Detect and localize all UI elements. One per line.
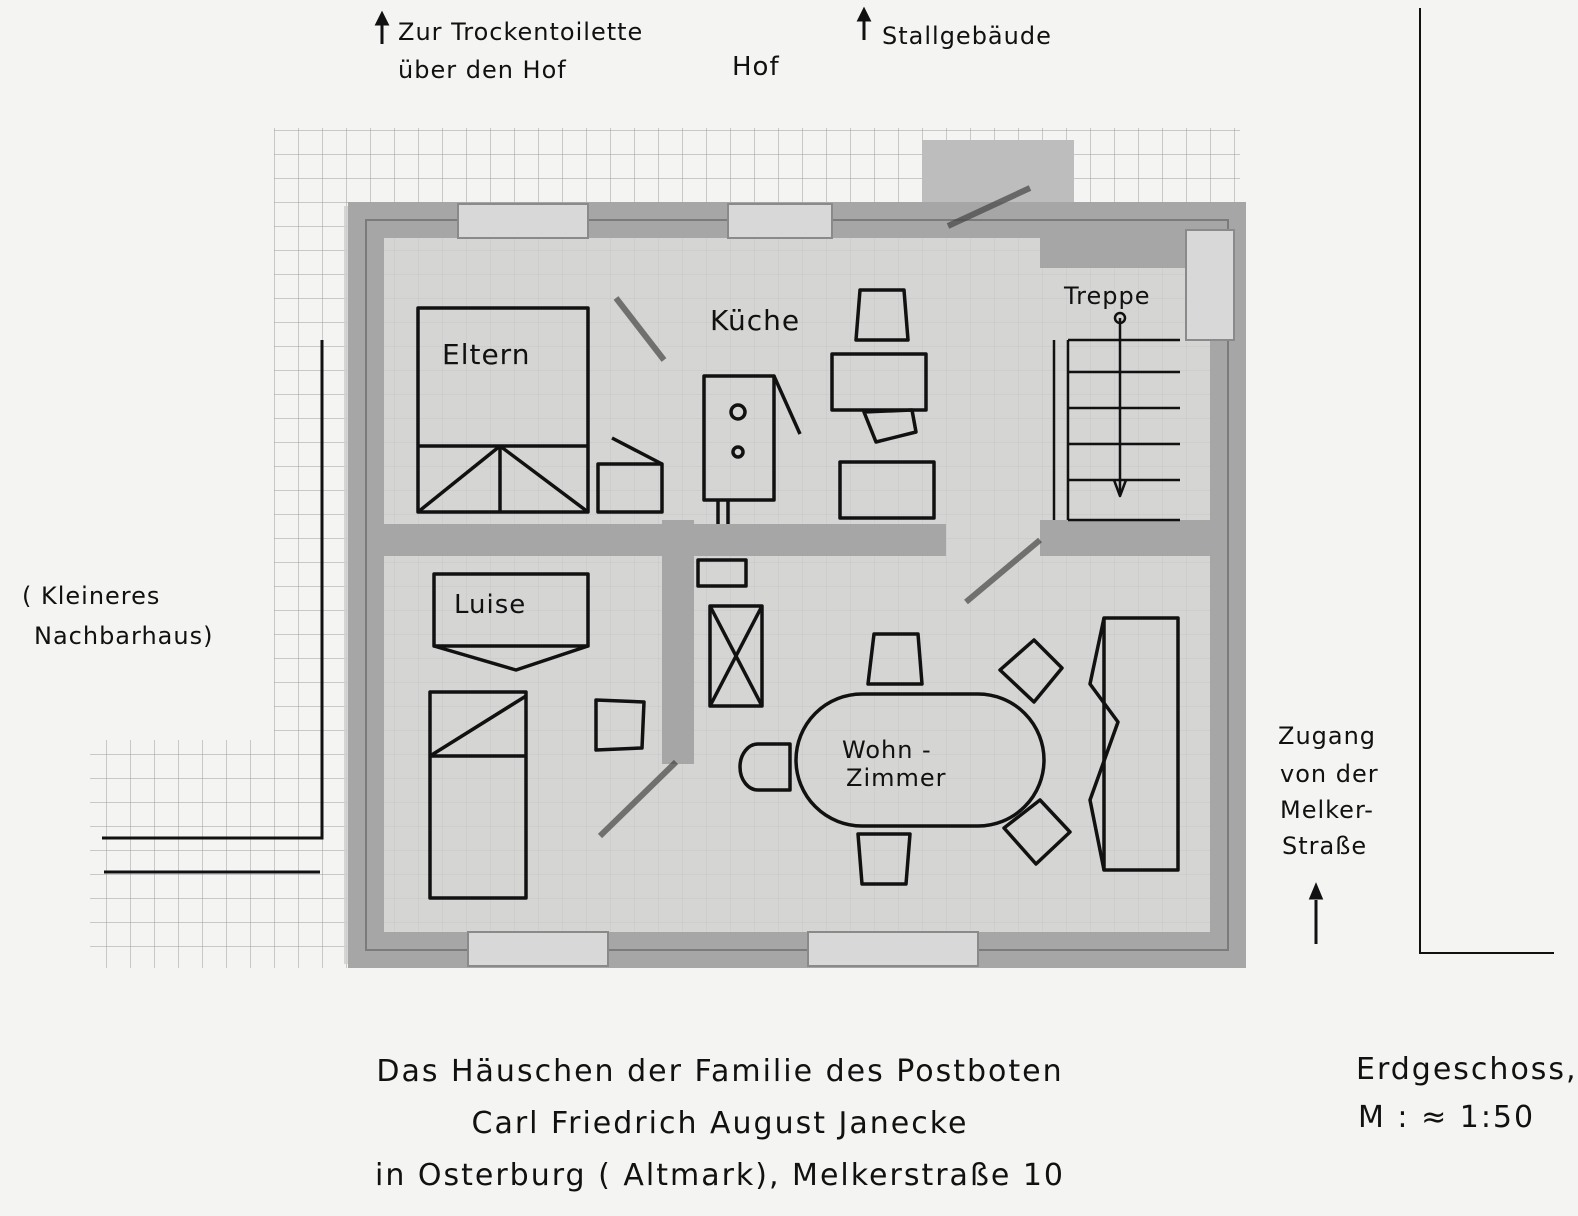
rear-annex	[922, 140, 1074, 210]
access-note-line1: Zugang	[1278, 722, 1377, 750]
room-label-luise: Luise	[454, 590, 527, 620]
room-label-stairs: Treppe	[1064, 282, 1151, 310]
sheet-border-vertical	[1419, 8, 1421, 952]
floor-label: Erdgeschoss,	[1356, 1052, 1578, 1087]
access-note-line3: Melker-	[1280, 796, 1374, 824]
caption-line2: Carl Friedrich August Janecke	[471, 1106, 969, 1141]
room-label-living-line2: Zimmer	[846, 764, 947, 792]
stable-note: Stallgebäude	[882, 22, 1052, 50]
grid-paper-neighbor	[90, 740, 290, 968]
toilet-note-line1: Zur Trockentoilette	[398, 18, 644, 46]
toilet-note-line2: über den Hof	[398, 56, 567, 84]
scale-label: M : ≈ 1:50	[1358, 1100, 1536, 1135]
room-label-kitchen: Küche	[710, 304, 801, 337]
access-note-line4: Straße	[1282, 832, 1368, 860]
room-label-living-line1: Wohn -	[842, 736, 932, 764]
access-note-line2: von der	[1280, 760, 1379, 788]
sheet-border-horizontal	[1419, 952, 1554, 954]
yard-label: Hof	[732, 52, 780, 82]
neighbor-note-line1: ( Kleineres	[22, 582, 161, 610]
caption-line3: in Osterburg ( Altmark), Melkerstraße 10	[374, 1158, 1066, 1193]
room-label-parents: Eltern	[442, 338, 531, 371]
neighbor-note-line2: Nachbarhaus)	[34, 622, 214, 650]
caption-line1: Das Häuschen der Familie des Postboten	[376, 1054, 1064, 1089]
